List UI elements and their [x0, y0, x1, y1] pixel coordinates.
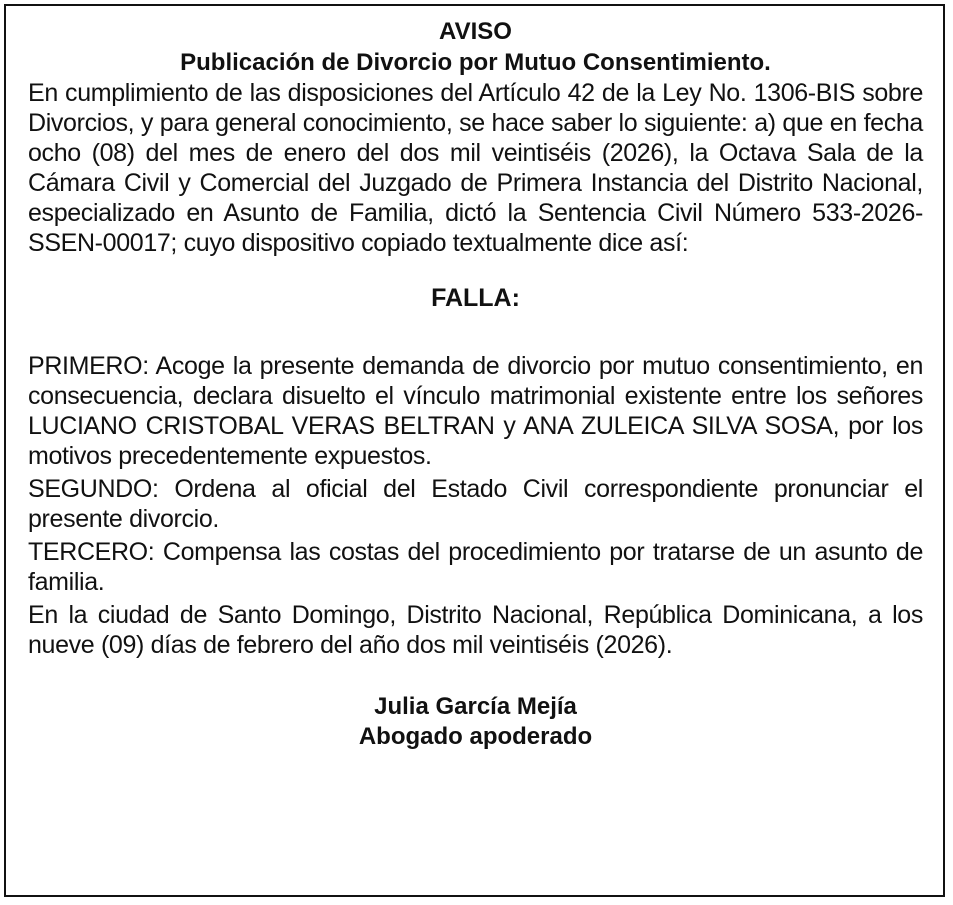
ruling-tercero: TERCERO: Compensa las costas del procedimiento por tratarse de un asunto de familia.	[28, 538, 923, 596]
ruling-segundo: SEGUNDO: Ordena al oficial del Estado Civil correspondiente pronunciar el presente divorcio.	[28, 475, 923, 533]
notice-title: AVISO	[439, 18, 512, 45]
signature-block	[28, 692, 923, 752]
notice-subtitle: Publicación de Divorcio por Mutuo Consentimiento.	[180, 49, 771, 76]
ruling-body	[28, 351, 923, 660]
signer-role: Abogado apoderado	[358, 723, 593, 750]
ruling-place-date: En la ciudad de Santo Domingo, Distrito Nacional, República Dominicana, a los nueve (09) días de febrero del año dos mil veintiséis (2026).	[28, 601, 923, 659]
notice-intro: En cumplimiento de las disposiciones del Artículo 42 de la Ley No. 1306-BIS sobre Divorcios, y para general conocimiento, se hace saber lo siguiente: a) que en fecha ocho (08) del mes de enero del dos mil veintiséis (2026), la Octava Sala de la Cámara Civil y Comercial del Juzgado de Primera Instancia del Distrito Nacional, especializado en Asunto de Familia, dictó la Sentencia Civil Número 533-2026-SSEN-00017; cuyo dispositivo copiado textualmente dice así:	[28, 79, 923, 257]
signer-name: Julia García Mejía	[374, 693, 577, 720]
ruling-primero: PRIMERO: Acoge la presente demanda de divorcio por mutuo consentimiento, en consecuencia, declara disuelto el vínculo matrimonial existente entre los señores LUCIANO CRISTOBAL VERAS BELTRAN y ANA ZULEICA SILVA SOSA, por los motivos precedentemente expuestos.	[28, 352, 923, 470]
notice-content	[28, 16, 923, 752]
falla-heading: FALLA:	[431, 284, 520, 312]
legal-notice-box	[4, 4, 945, 897]
